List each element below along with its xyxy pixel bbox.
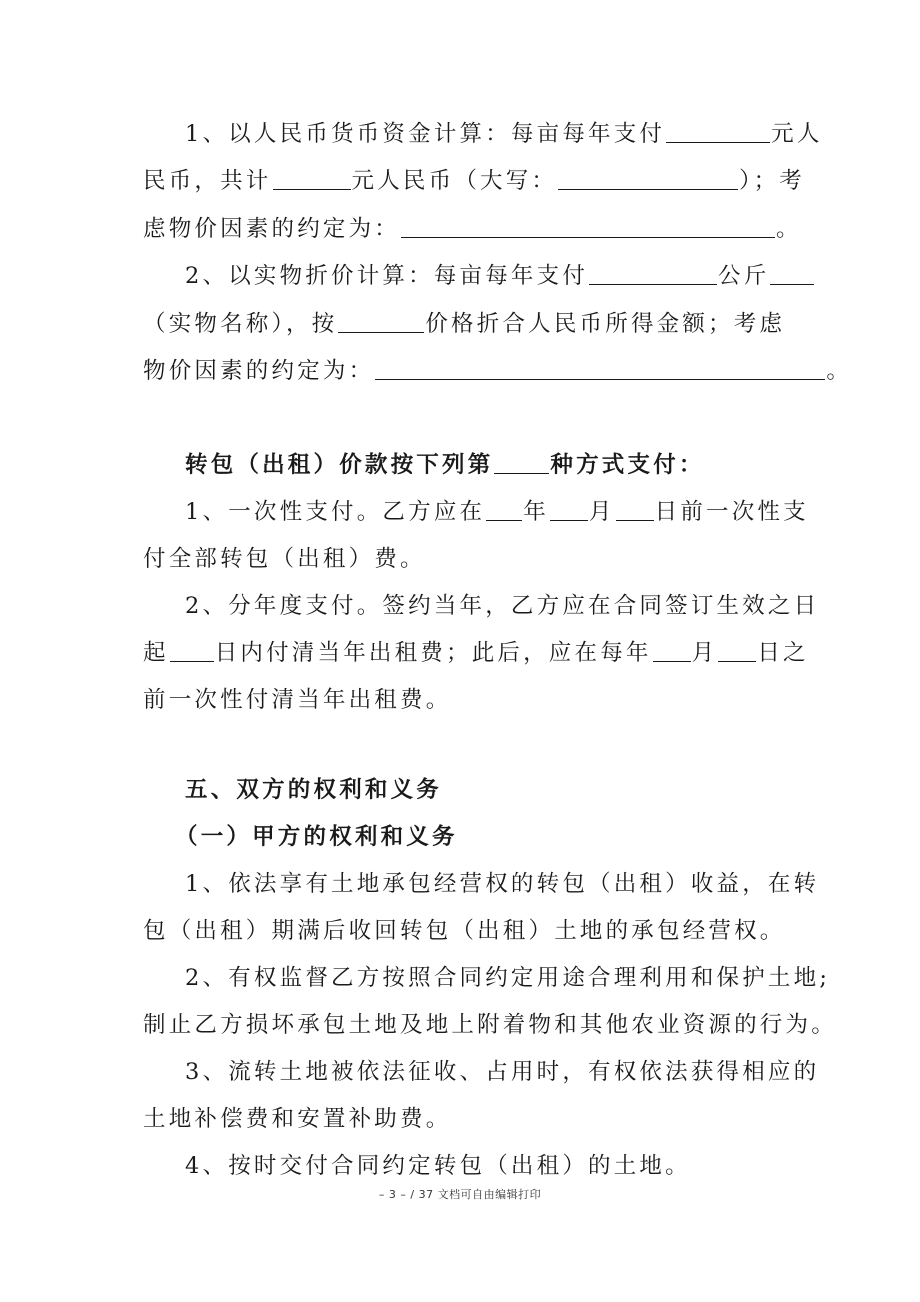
sub-section-title: （一）甲方的权利和义务 xyxy=(175,824,458,850)
text: 元人民币（大写： xyxy=(351,168,558,194)
text: 。 xyxy=(826,358,853,384)
blank-field xyxy=(338,310,424,333)
blank-field xyxy=(486,498,522,521)
text: 虑物价因素的约定为： xyxy=(143,216,401,242)
text: 价格折合人民币所得金额；考虑 xyxy=(425,311,786,337)
right-item-3-line2: 土地补偿费和安置补助费。 xyxy=(143,1106,452,1132)
blank-field xyxy=(494,451,549,474)
method2-line3: 前一次性付清当年出租费。 xyxy=(143,687,452,713)
right-item-2-line1: 2、有权监督乙方按照合同约定用途合理利用和保护土地; xyxy=(185,965,831,991)
blank-field xyxy=(170,639,214,662)
page-footer: – 3 – / 37 文档可自由编辑打印 xyxy=(378,1188,542,1201)
blank-field xyxy=(375,357,825,380)
payment-method-heading xyxy=(185,450,705,480)
text: 2、以实物折价计算：每亩每年支付 xyxy=(185,263,589,289)
blank-field xyxy=(718,639,756,662)
method1-line2: 付全部转包（出租）费。 xyxy=(143,546,426,572)
text: 日之 xyxy=(757,640,809,666)
text: 起 xyxy=(143,640,169,666)
text: 1、以人民币货币资金计算：每亩每年支付 xyxy=(185,121,666,147)
text: 1、一次性支付。乙方应在 xyxy=(185,499,486,525)
blank-field xyxy=(616,498,654,521)
item2-line1 xyxy=(185,261,815,291)
method1-line1 xyxy=(185,497,809,527)
item2-line3 xyxy=(143,356,852,386)
text: ）；考 xyxy=(739,168,805,194)
item2-line2 xyxy=(143,309,785,339)
text: 转包（出租）价款按下列第 xyxy=(185,452,494,478)
method2-line2 xyxy=(143,638,809,668)
blank-field xyxy=(558,167,738,190)
item1-line3 xyxy=(143,214,802,244)
right-item-3-line1: 3、流转土地被依法征收、占用时，有权依法获得相应的 xyxy=(185,1059,820,1085)
blank-field xyxy=(273,167,351,190)
right-item-1-line2: 包（出租）期满后收回转包（出租）土地的承包经营权。 xyxy=(143,918,786,944)
text: 日内付清当年出租费；此后，应在每年 xyxy=(214,640,652,666)
text: （实物名称），按 xyxy=(143,311,338,337)
blank-field xyxy=(589,262,717,285)
text: 月 xyxy=(691,640,718,666)
text: 物价因素的约定为： xyxy=(143,358,375,384)
text: 月 xyxy=(588,499,615,525)
blank-field xyxy=(653,639,691,662)
text: 元人 xyxy=(771,121,823,147)
text: 种方式支付： xyxy=(550,452,705,478)
text: 年 xyxy=(523,499,549,525)
text: 。 xyxy=(776,216,802,242)
right-item-2-line2: 制止乙方损坏承包土地及地上附着物和其他农业资源的行为。 xyxy=(143,1012,837,1038)
blank-field xyxy=(770,262,814,285)
blank-field xyxy=(401,215,775,238)
text: 公斤 xyxy=(718,263,770,289)
item1-line1 xyxy=(185,119,823,149)
method2-line1: 2、分年度支付。签约当年，乙方应在合同签订生效之日 xyxy=(185,593,820,619)
item1-line2 xyxy=(143,166,805,196)
right-item-1-line1: 1、依法享有土地承包经营权的转包（出租）收益，在转 xyxy=(185,871,820,897)
section-title: 五、双方的权利和义务 xyxy=(185,777,443,803)
blank-field xyxy=(550,498,588,521)
right-item-4-line1: 4、按时交付合同约定转包（出租）的土地。 xyxy=(185,1153,691,1179)
blank-field xyxy=(666,120,770,143)
text: 民币，共计 xyxy=(143,168,272,194)
text: 日前一次性支 xyxy=(654,499,809,525)
